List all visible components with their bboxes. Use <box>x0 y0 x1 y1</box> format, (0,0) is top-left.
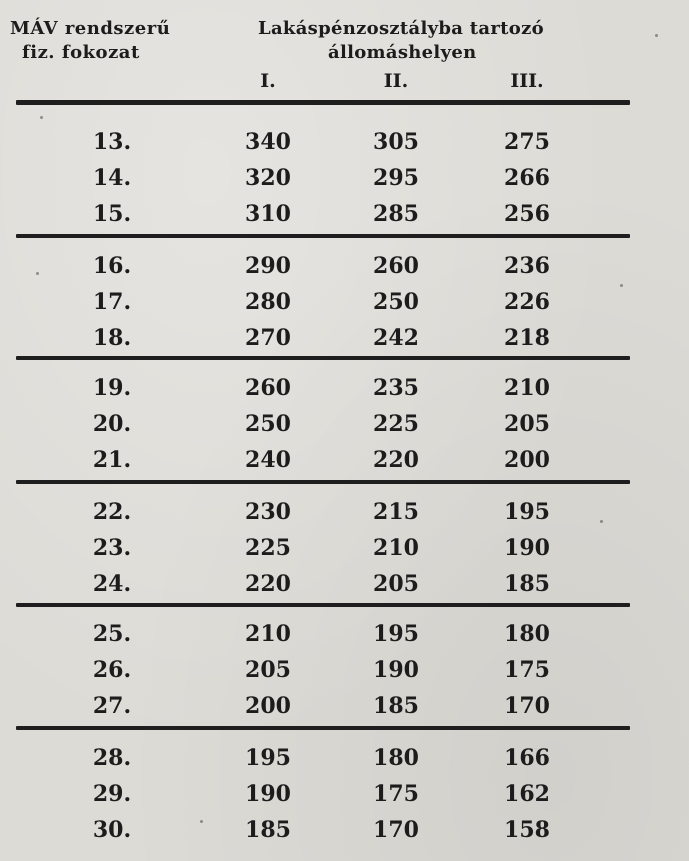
class-ii-cell: 305 <box>373 129 419 155</box>
class-i-cell: 210 <box>245 621 291 647</box>
grade-cell: 21. <box>92 447 132 473</box>
class-ii-cell: 225 <box>373 411 419 437</box>
class-i-cell: 340 <box>245 129 291 155</box>
class-iii-cell: 256 <box>504 201 550 227</box>
class-ii-cell: 210 <box>373 535 419 561</box>
group-divider <box>16 603 630 607</box>
class-i-cell: 190 <box>245 781 291 807</box>
class-iii-cell: 175 <box>504 657 550 683</box>
class-ii-cell: 285 <box>373 201 419 227</box>
class-ii-cell: 242 <box>373 325 419 351</box>
class-iii-cell: 200 <box>504 447 550 473</box>
grade-cell: 19. <box>92 375 132 401</box>
class-iii-cell: 158 <box>504 817 550 843</box>
column-header-iii: III. <box>510 70 544 92</box>
group-divider <box>16 234 630 238</box>
grade-cell: 14. <box>92 165 132 191</box>
table-row <box>0 652 689 688</box>
grade-cell: 23. <box>92 535 132 561</box>
grade-cell: 27. <box>92 693 132 719</box>
grade-cell: 24. <box>92 571 132 597</box>
class-i-cell: 280 <box>245 289 291 315</box>
table-row <box>0 740 689 776</box>
table-row <box>0 776 689 812</box>
table-row <box>0 494 689 530</box>
grade-cell: 20. <box>92 411 132 437</box>
grade-cell: 13. <box>92 129 132 155</box>
grade-cell: 16. <box>92 253 132 279</box>
group-divider <box>16 480 630 484</box>
header-class-label-line1: Lakáspénzosztályba tartozó <box>258 18 544 39</box>
class-i-cell: 205 <box>245 657 291 683</box>
column-header-ii: II. <box>383 70 409 92</box>
group-divider <box>16 726 630 730</box>
table-row <box>0 566 689 602</box>
table-row <box>0 616 689 652</box>
class-iii-cell: 210 <box>504 375 550 401</box>
print-speck <box>655 34 658 37</box>
class-ii-cell: 170 <box>373 817 419 843</box>
class-i-cell: 290 <box>245 253 291 279</box>
class-i-cell: 270 <box>245 325 291 351</box>
header-grade-label-line1: MÁV rendszerű <box>10 18 171 39</box>
grade-cell: 26. <box>92 657 132 683</box>
print-speck <box>620 284 623 287</box>
class-ii-cell: 215 <box>373 499 419 525</box>
grade-cell: 22. <box>92 499 132 525</box>
header-class-label-line2: állomáshelyen <box>328 42 477 63</box>
header-divider <box>16 100 630 105</box>
class-iii-cell: 166 <box>504 745 550 771</box>
class-ii-cell: 250 <box>373 289 419 315</box>
print-speck <box>600 520 603 523</box>
grade-cell: 29. <box>92 781 132 807</box>
table-row <box>0 406 689 442</box>
class-ii-cell: 175 <box>373 781 419 807</box>
grade-cell: 17. <box>92 289 132 315</box>
class-ii-cell: 235 <box>373 375 419 401</box>
class-iii-cell: 162 <box>504 781 550 807</box>
class-i-cell: 225 <box>245 535 291 561</box>
class-iii-cell: 170 <box>504 693 550 719</box>
print-speck <box>40 116 43 119</box>
class-i-cell: 320 <box>245 165 291 191</box>
group-divider <box>16 356 630 360</box>
class-i-cell: 240 <box>245 447 291 473</box>
class-i-cell: 185 <box>245 817 291 843</box>
header-grade-label-line2: fiz. fokozat <box>22 42 140 63</box>
grade-cell: 28. <box>92 745 132 771</box>
grade-cell: 25. <box>92 621 132 647</box>
table-row <box>0 160 689 196</box>
class-iii-cell: 195 <box>504 499 550 525</box>
class-i-cell: 195 <box>245 745 291 771</box>
class-iii-cell: 236 <box>504 253 550 279</box>
grade-cell: 30. <box>92 817 132 843</box>
class-ii-cell: 180 <box>373 745 419 771</box>
class-iii-cell: 190 <box>504 535 550 561</box>
class-ii-cell: 260 <box>373 253 419 279</box>
class-ii-cell: 190 <box>373 657 419 683</box>
class-ii-cell: 195 <box>373 621 419 647</box>
class-iii-cell: 218 <box>504 325 550 351</box>
class-iii-cell: 205 <box>504 411 550 437</box>
table-row <box>0 812 689 848</box>
table-row <box>0 442 689 478</box>
class-i-cell: 220 <box>245 571 291 597</box>
table-row <box>0 284 689 320</box>
table-row <box>0 320 689 356</box>
column-header-i: I. <box>260 70 276 92</box>
table-row <box>0 124 689 160</box>
table-row <box>0 196 689 232</box>
class-ii-cell: 295 <box>373 165 419 191</box>
class-iii-cell: 226 <box>504 289 550 315</box>
class-i-cell: 230 <box>245 499 291 525</box>
class-iii-cell: 185 <box>504 571 550 597</box>
table-row <box>0 530 689 566</box>
class-ii-cell: 220 <box>373 447 419 473</box>
class-i-cell: 250 <box>245 411 291 437</box>
print-speck <box>36 272 39 275</box>
class-i-cell: 310 <box>245 201 291 227</box>
class-ii-cell: 185 <box>373 693 419 719</box>
class-i-cell: 260 <box>245 375 291 401</box>
table-row <box>0 248 689 284</box>
table-row <box>0 688 689 724</box>
class-ii-cell: 205 <box>373 571 419 597</box>
class-i-cell: 200 <box>245 693 291 719</box>
class-iii-cell: 275 <box>504 129 550 155</box>
table-row <box>0 370 689 406</box>
class-iii-cell: 266 <box>504 165 550 191</box>
print-speck <box>200 820 203 823</box>
grade-cell: 18. <box>92 325 132 351</box>
grade-cell: 15. <box>92 201 132 227</box>
class-iii-cell: 180 <box>504 621 550 647</box>
